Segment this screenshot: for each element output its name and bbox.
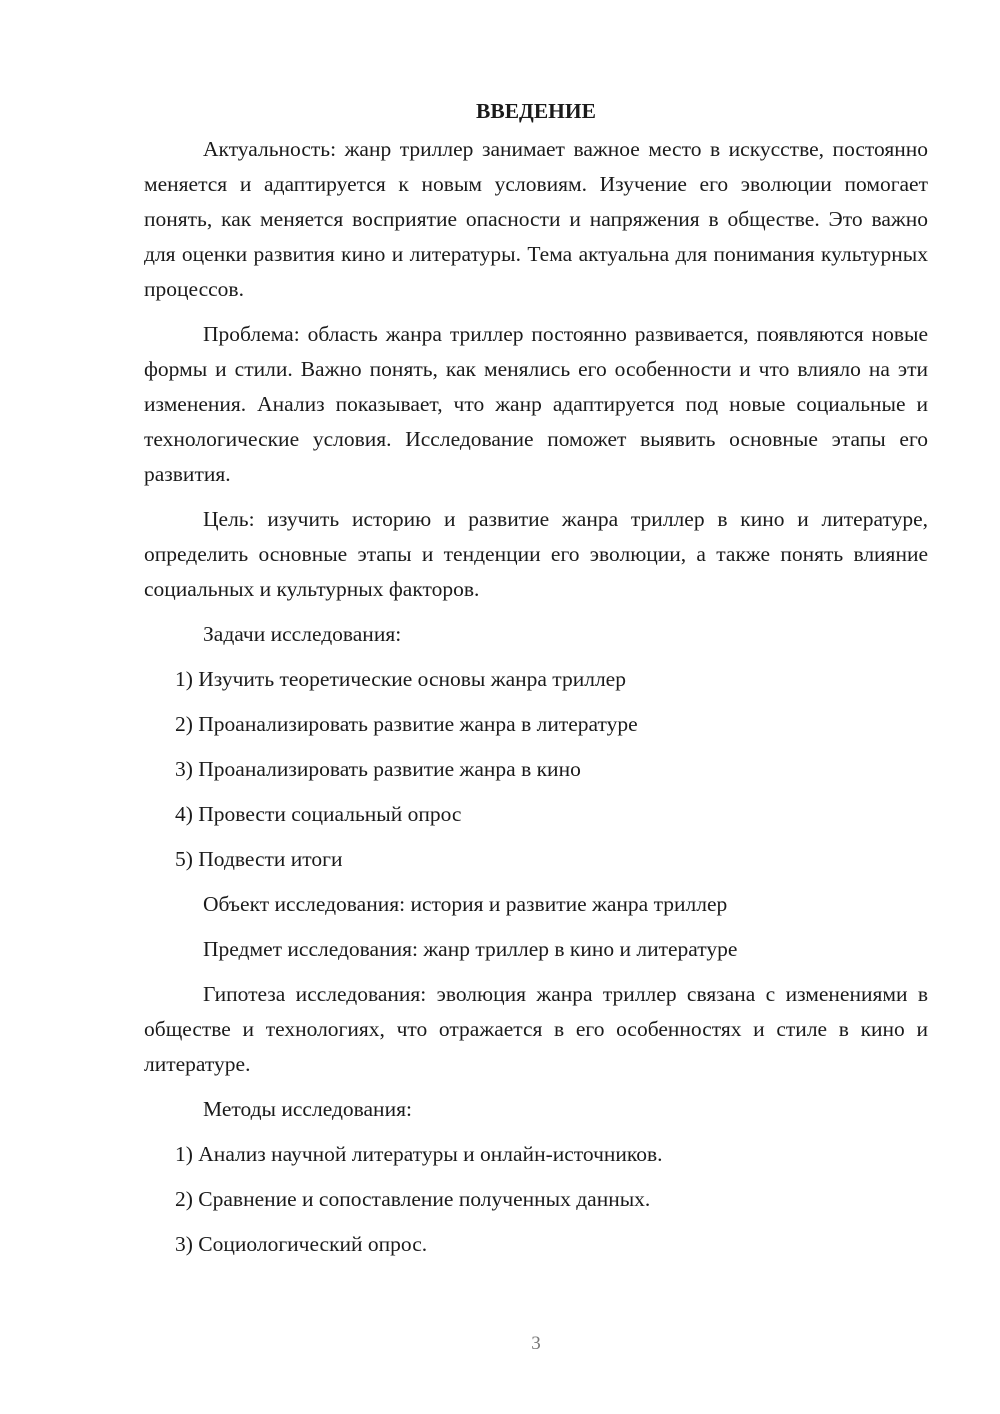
methods-heading: Методы исследования:: [203, 1097, 412, 1121]
page-number: 3: [531, 1333, 541, 1354]
list-item: 5) Подвести итоги: [175, 847, 343, 871]
relevance-paragraph: Актуальность: жанр триллер занимает важное место в искусстве, постоянно меняется и адаптируется к новым условиям. Изучение его эволюции помогает понять, как меняется восприятие опасности и напряжения в обществе. Это важно для оценки развития кино и литературы. Тема актуальна для понимания культурных процессов.: [144, 137, 928, 301]
methods-list: [144, 1137, 928, 1262]
object-line: Объект исследования: история и развитие жанра триллер: [203, 892, 728, 916]
list-item: 4) Провести социальный опрос: [175, 802, 462, 826]
goal-paragraph: Цель: изучить историю и развитие жанра триллер в кино и литературе, определить основные этапы и тенденции его эволюции, а также понять влияние социальных и культурных факторов.: [144, 507, 928, 601]
list-item: 2) Проанализировать развитие жанра в литературе: [175, 712, 638, 736]
hypothesis-paragraph: Гипотеза исследования: эволюция жанра триллер связана с изменениями в обществе и технологиях, что отражается в его особенностях и стиле в кино и литературе.: [144, 982, 928, 1076]
subject-line: Предмет исследования: жанр триллер в кино и литературе: [203, 937, 738, 961]
tasks-heading: Задачи исследования:: [203, 622, 402, 646]
tasks-list: [144, 662, 928, 877]
list-item: 1) Изучить теоретические основы жанра триллер: [175, 667, 626, 691]
list-item: 1) Анализ научной литературы и онлайн-источников.: [175, 1142, 663, 1166]
problem-paragraph: Проблема: область жанра триллер постоянно развивается, появляются новые формы и стили. Важно понять, как менялись его особенности и что влияло на эти изменения. Анализ показывает, что жанр адаптируется под новые социальные и технологические условия. Исследование поможет выявить основные этапы его развития.: [144, 322, 928, 486]
document-page: [144, 96, 928, 1272]
list-item: 3) Социологический опрос.: [175, 1232, 428, 1256]
document-title: ВВЕДЕНИЕ: [476, 99, 596, 123]
list-item: 2) Сравнение и сопоставление полученных данных.: [175, 1187, 651, 1211]
list-item: 3) Проанализировать развитие жанра в кино: [175, 757, 581, 781]
